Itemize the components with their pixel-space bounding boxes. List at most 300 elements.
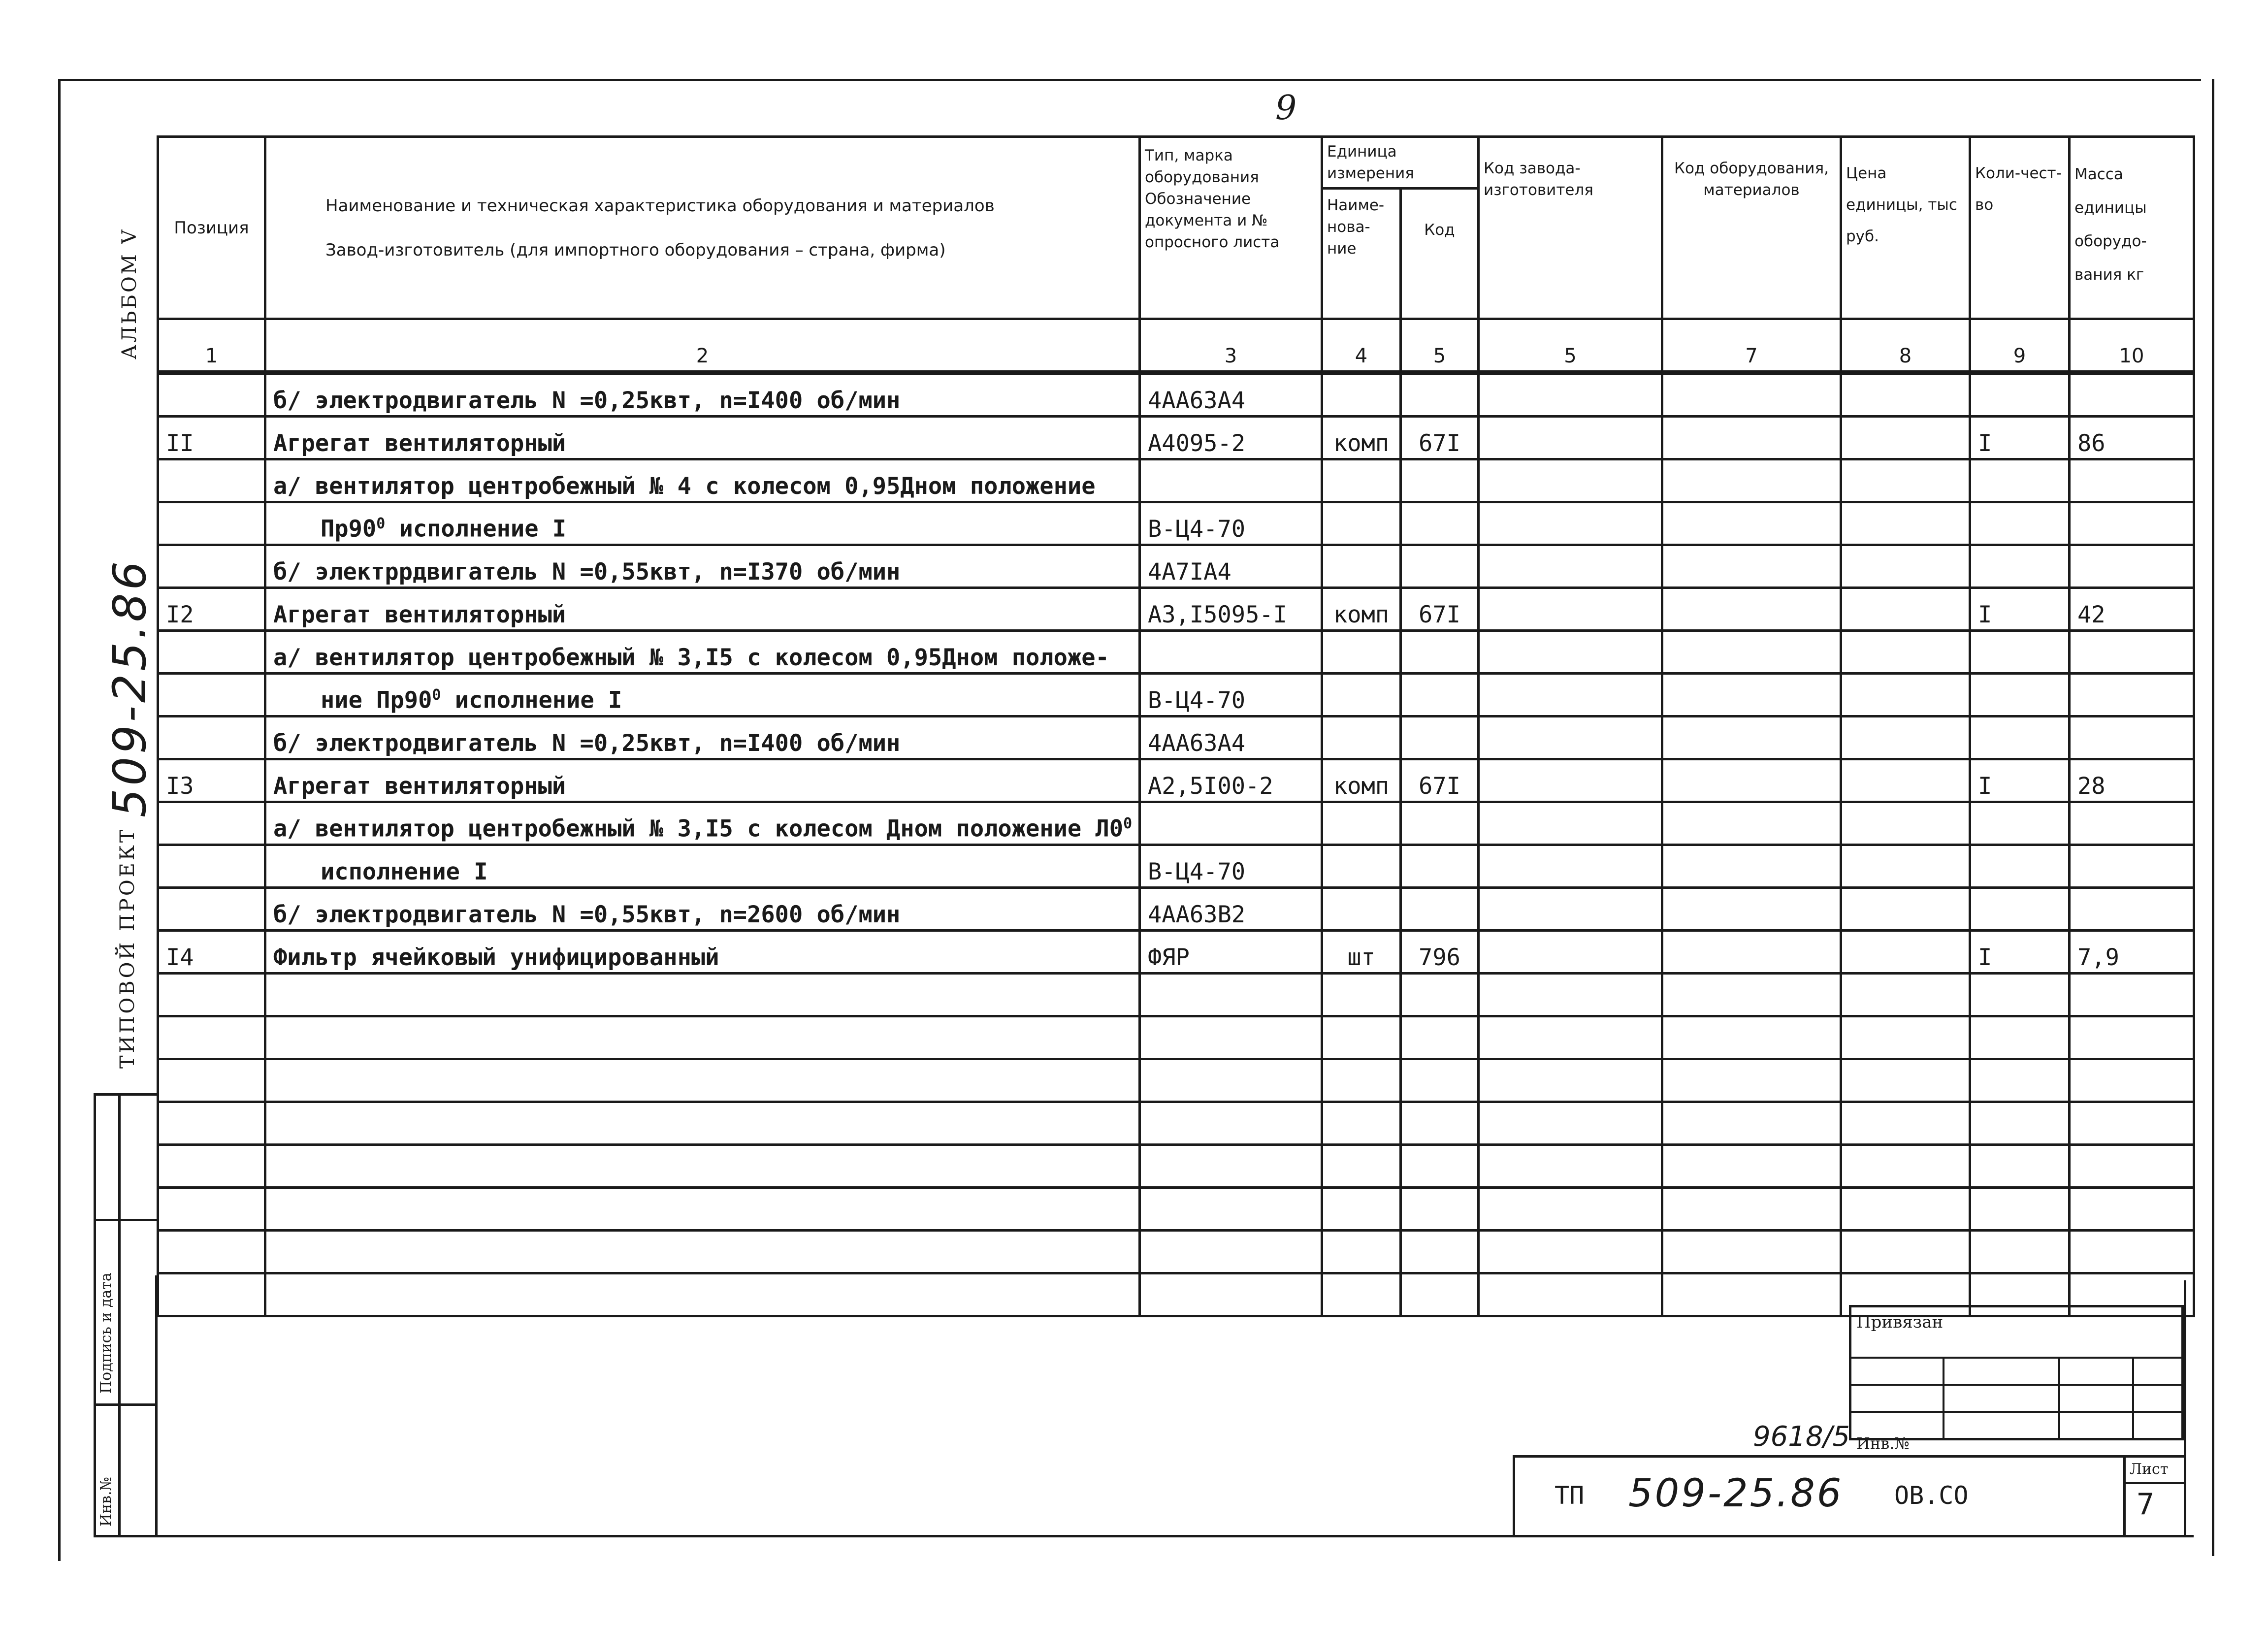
header-position: Позиция: [158, 137, 265, 319]
cell-unit: комп: [1322, 759, 1401, 802]
sheet-hdivider: [2123, 1482, 2186, 1484]
header-name-line2: Завод-изготовитель (для импортного оборудования – страна, фирма): [325, 240, 946, 260]
cell-empty: [1322, 1102, 1401, 1145]
cell-manufacturer-code: [1479, 545, 1662, 588]
table-row: [158, 845, 2194, 888]
cell-price: [1841, 888, 1970, 931]
cell-empty: [1662, 974, 1841, 1016]
cell-quantity: I: [1970, 588, 2070, 631]
cell-empty: [1970, 1188, 2070, 1231]
cell-position: [158, 802, 265, 845]
cell-empty: [158, 974, 265, 1016]
cell-name-tail: исполнение I: [441, 687, 622, 714]
cell-mass: [2070, 845, 2194, 888]
cell-empty: [1662, 1059, 1841, 1102]
cell-mass: [2070, 802, 2194, 845]
cell-equipment-code: [1662, 802, 1841, 845]
cell-empty: [1140, 1059, 1322, 1102]
cell-unit: шт: [1322, 931, 1401, 974]
cell-name-text: ние Пр90: [321, 687, 432, 714]
cell-name-text: б/ электррдвигатель N =0,55квт, n=I370 об/мин: [273, 558, 901, 586]
frame-right-line: [2212, 79, 2214, 1556]
cell-type: [1140, 459, 1322, 502]
cell-name-superscript: 0: [376, 515, 386, 533]
cell-empty: [265, 1145, 1140, 1188]
cell-type: [1140, 631, 1322, 674]
cell-manufacturer-code: [1479, 631, 1662, 674]
cell-mass: [2070, 888, 2194, 931]
cell-empty: [1322, 1231, 1401, 1273]
table-row: [158, 1016, 2194, 1059]
cell-type: В-Ц4-70: [1140, 674, 1322, 716]
cell-empty: [1401, 1273, 1479, 1316]
cell-empty: [1970, 1231, 2070, 1273]
cell-empty: [1479, 1231, 1662, 1273]
cell-name-text: исполнение I: [321, 858, 488, 885]
cell-unit: [1322, 373, 1401, 417]
album-label: АЛЬБОМ V: [118, 228, 141, 359]
sheet-label: Лист: [2130, 1461, 2169, 1478]
cell-price: [1841, 588, 1970, 631]
cell-unit-code: [1401, 459, 1479, 502]
cell-manufacturer-code: [1479, 802, 1662, 845]
cell-name-text: Агрегат вентиляторный: [273, 601, 566, 628]
cell-empty: [1662, 1231, 1841, 1273]
cell-empty: [1140, 1145, 1322, 1188]
cell-quantity: I: [1970, 759, 2070, 802]
header-name: [265, 137, 1140, 319]
column-number-row: [158, 319, 2194, 373]
cell-name: [265, 373, 1140, 417]
side-project-number: 509-25.86: [103, 558, 156, 817]
cell-quantity: [1970, 802, 2070, 845]
cell-position: I2: [158, 588, 265, 631]
cell-empty: [1401, 974, 1479, 1016]
cell-type: 4АА63А4: [1140, 716, 1322, 759]
cell-empty: [2070, 1188, 2194, 1231]
cell-unit: [1322, 845, 1401, 888]
cell-empty: [2070, 1059, 2194, 1102]
cell-manufacturer-code: [1479, 417, 1662, 459]
inventory-side-label: Инв.№: [97, 1477, 115, 1527]
cell-quantity: [1970, 716, 2070, 759]
cell-name-tail: исполнение I: [385, 516, 567, 543]
cell-empty: [1479, 1016, 1662, 1059]
frame-top-line: [59, 79, 2201, 81]
inventory-label: Инв.№: [1856, 1434, 1910, 1453]
cell-empty: [1401, 1016, 1479, 1059]
cell-name: [265, 802, 1140, 845]
cell-name-text: б/ электродвигатель N =0,25квт, n=I400 об/мин: [273, 387, 901, 414]
table-row: [158, 974, 2194, 1016]
cell-equipment-code: [1662, 545, 1841, 588]
cell-empty: [1479, 974, 1662, 1016]
header-unit-group: Единица измерения: [1322, 137, 1479, 189]
cell-name-superscript: 0: [1123, 815, 1133, 833]
cell-equipment-code: [1662, 631, 1841, 674]
cell-unit-code: [1401, 674, 1479, 716]
cell-equipment-code: [1662, 845, 1841, 888]
cell-position: [158, 716, 265, 759]
table-row: [158, 545, 2194, 588]
cell-price: [1841, 502, 1970, 545]
header-unit-code: Код: [1401, 189, 1479, 319]
cell-equipment-code: [1662, 373, 1841, 417]
cell-name-text: а/ вентилятор центробежный № 3,I5 с колесом 0,95Дном положе-: [273, 644, 1109, 671]
cell-unit-code: [1401, 631, 1479, 674]
cell-price: [1841, 631, 1970, 674]
column-number: 5: [1401, 319, 1479, 373]
cell-price: [1841, 845, 1970, 888]
inventory-number: 9618/5: [1753, 1421, 1850, 1453]
column-number: 5: [1479, 319, 1662, 373]
header-type: Тип, марка оборудования Обозначение документа и № опросного листа: [1140, 137, 1322, 319]
side-project-label: ТИПОВОЙ ПРОЕКТ: [116, 827, 139, 1069]
cell-empty: [1662, 1102, 1841, 1145]
cell-empty: [1479, 1059, 1662, 1102]
cell-equipment-code: [1662, 888, 1841, 931]
cell-price: [1841, 373, 1970, 417]
cell-name: [265, 716, 1140, 759]
table-row: [158, 1188, 2194, 1231]
cell-empty: [1662, 1188, 1841, 1231]
cell-quantity: [1970, 674, 2070, 716]
cell-mass: [2070, 674, 2194, 716]
title-project-number: 509-25.86: [1628, 1471, 1844, 1516]
cell-mass: 86: [2070, 417, 2194, 459]
cell-unit: [1322, 674, 1401, 716]
main-title-box: [1513, 1455, 2186, 1537]
cell-mass: [2070, 373, 2194, 417]
cell-manufacturer-code: [1479, 373, 1662, 417]
cell-price: [1841, 931, 1970, 974]
cell-quantity: I: [1970, 931, 2070, 974]
table-row: [158, 459, 2194, 502]
attached-label: Привязан: [1856, 1312, 1944, 1332]
cell-empty: [158, 1016, 265, 1059]
cell-position: II: [158, 417, 265, 459]
cell-empty: [1322, 1273, 1401, 1316]
cell-unit-code: [1401, 502, 1479, 545]
cell-unit-code: [1401, 888, 1479, 931]
cell-empty: [158, 1145, 265, 1188]
cell-price: [1841, 759, 1970, 802]
sheet-divider: [2123, 1458, 2126, 1537]
cell-price: [1841, 716, 1970, 759]
cell-empty: [1322, 1145, 1401, 1188]
cell-empty: [1140, 1231, 1322, 1273]
cell-name-text: Фильтр ячейковый унифицированный: [273, 944, 719, 971]
header-quantity: Коли-чест-во: [1970, 137, 2070, 319]
cell-empty: [1970, 1145, 2070, 1188]
cell-mass: [2070, 631, 2194, 674]
cell-quantity: [1970, 502, 2070, 545]
cell-name: [265, 931, 1140, 974]
cell-empty: [1479, 1102, 1662, 1145]
cell-empty: [2070, 1231, 2194, 1273]
cell-price: [1841, 545, 1970, 588]
cell-quantity: [1970, 845, 2070, 888]
cell-empty: [1401, 1059, 1479, 1102]
cell-equipment-code: [1662, 759, 1841, 802]
cell-name-text: Пр90: [321, 516, 377, 543]
cell-name: [265, 417, 1140, 459]
title-doc-code: ОВ.СО: [1894, 1481, 1969, 1510]
cell-name: [265, 888, 1140, 931]
cell-quantity: I: [1970, 417, 2070, 459]
table-row: [158, 716, 2194, 759]
cell-unit-code: 67I: [1401, 588, 1479, 631]
cell-empty: [1841, 1016, 1970, 1059]
cell-unit: комп: [1322, 417, 1401, 459]
cell-price: [1841, 459, 1970, 502]
cell-empty: [2070, 1016, 2194, 1059]
cell-unit-code: 796: [1401, 931, 1479, 974]
cell-position: [158, 545, 265, 588]
cell-empty: [1841, 1059, 1970, 1102]
cell-position: I4: [158, 931, 265, 974]
cell-name: [265, 631, 1140, 674]
cell-empty: [1401, 1231, 1479, 1273]
column-number: 8: [1841, 319, 1970, 373]
cell-empty: [1401, 1102, 1479, 1145]
stamp-strip-left: [94, 1093, 96, 1536]
signature-label: Подпись и дата: [97, 1272, 115, 1394]
column-number: 10: [2070, 319, 2194, 373]
table-row: [158, 1231, 2194, 1273]
cell-manufacturer-code: [1479, 759, 1662, 802]
cell-type: 4А7IА4: [1140, 545, 1322, 588]
table-row: [158, 802, 2194, 845]
cell-empty: [1841, 1145, 1970, 1188]
cell-empty: [1841, 1231, 1970, 1273]
cell-position: I3: [158, 759, 265, 802]
cell-mass: [2070, 545, 2194, 588]
cell-empty: [265, 1059, 1140, 1102]
cell-unit-code: [1401, 802, 1479, 845]
cell-empty: [1662, 1145, 1841, 1188]
cell-type: В-Ц4-70: [1140, 845, 1322, 888]
cell-position: [158, 373, 265, 417]
cell-mass: 42: [2070, 588, 2194, 631]
attached-col1: [1943, 1357, 1944, 1440]
cell-type: А3,I5095-I: [1140, 588, 1322, 631]
cell-empty: [1970, 1059, 2070, 1102]
stamp-strip-div2: [94, 1403, 157, 1406]
stamp-strip-bottom: [94, 1535, 157, 1537]
cell-empty: [158, 1188, 265, 1231]
sheet-number: 7: [2137, 1487, 2155, 1522]
cell-price: [1841, 417, 1970, 459]
cell-name: [265, 588, 1140, 631]
cell-type: [1140, 802, 1322, 845]
stamp-strip-div1: [94, 1219, 157, 1221]
cell-empty: [1322, 974, 1401, 1016]
cell-name: [265, 759, 1140, 802]
cell-price: [1841, 802, 1970, 845]
cell-name: [265, 674, 1140, 716]
cell-unit-code: 67I: [1401, 759, 1479, 802]
page-number: 9: [1275, 89, 1297, 128]
cell-equipment-code: [1662, 931, 1841, 974]
cell-empty: [2070, 974, 2194, 1016]
cell-name-text: Агрегат вентиляторный: [273, 430, 566, 457]
table-row: [158, 502, 2194, 545]
cell-empty: [1479, 1188, 1662, 1231]
cell-empty: [265, 1102, 1140, 1145]
cell-quantity: [1970, 545, 2070, 588]
cell-equipment-code: [1662, 588, 1841, 631]
table-row: [158, 931, 2194, 974]
cell-equipment-code: [1662, 674, 1841, 716]
cell-name-superscript: 0: [432, 686, 441, 704]
cell-position: [158, 845, 265, 888]
cell-type: В-Ц4-70: [1140, 502, 1322, 545]
table-row: [158, 588, 2194, 631]
column-number: 4: [1322, 319, 1401, 373]
cell-price: [1841, 674, 1970, 716]
cell-empty: [1401, 1145, 1479, 1188]
cell-manufacturer-code: [1479, 888, 1662, 931]
cell-empty: [158, 1273, 265, 1316]
cell-quantity: [1970, 459, 2070, 502]
header-manufacturer-code: Код завода-изготовителя: [1479, 137, 1662, 319]
attached-col2: [2058, 1357, 2060, 1440]
cell-manufacturer-code: [1479, 588, 1662, 631]
cell-empty: [1662, 1273, 1841, 1316]
frame-left-line: [58, 79, 61, 1561]
cell-equipment-code: [1662, 459, 1841, 502]
cell-name: [265, 845, 1140, 888]
cell-empty: [1970, 1016, 2070, 1059]
cell-empty: [2070, 1102, 2194, 1145]
cell-empty: [1401, 1188, 1479, 1231]
cell-type: А4095-2: [1140, 417, 1322, 459]
table-row: [158, 417, 2194, 459]
cell-quantity: [1970, 631, 2070, 674]
cell-empty: [2070, 1145, 2194, 1188]
header-price: Цена единицы, тыс руб.: [1841, 137, 1970, 319]
cell-name: [265, 459, 1140, 502]
cell-quantity: [1970, 373, 2070, 417]
cell-type: ФЯР: [1140, 931, 1322, 974]
cell-unit-code: [1401, 845, 1479, 888]
cell-unit-code: [1401, 373, 1479, 417]
stamp-strip-top: [94, 1093, 157, 1096]
cell-name-text: б/ электродвигатель N =0,55квт, n=2600 об/мин: [273, 901, 901, 928]
cell-empty: [158, 1059, 265, 1102]
column-number: 1: [158, 319, 265, 373]
cell-quantity: [1970, 888, 2070, 931]
cell-type: 4АА63В2: [1140, 888, 1322, 931]
lower-left-border: [155, 1275, 158, 1537]
cell-unit: [1322, 459, 1401, 502]
attached-col3: [2132, 1357, 2134, 1440]
cell-manufacturer-code: [1479, 716, 1662, 759]
cell-empty: [158, 1231, 265, 1273]
cell-equipment-code: [1662, 716, 1841, 759]
cell-empty: [1479, 1273, 1662, 1316]
cell-position: [158, 888, 265, 931]
cell-type: 4АА63А4: [1140, 373, 1322, 417]
cell-empty: [265, 1231, 1140, 1273]
cell-empty: [265, 1016, 1140, 1059]
cell-equipment-code: [1662, 417, 1841, 459]
cell-unit: [1322, 888, 1401, 931]
cell-manufacturer-code: [1479, 502, 1662, 545]
cell-name: [265, 545, 1140, 588]
column-number: 7: [1662, 319, 1841, 373]
column-number: 3: [1140, 319, 1322, 373]
cell-empty: [1662, 1016, 1841, 1059]
cell-position: [158, 459, 265, 502]
title-prefix: ТП: [1555, 1481, 1585, 1510]
cell-unit: [1322, 631, 1401, 674]
table-row: [158, 373, 2194, 417]
table-row: [158, 1059, 2194, 1102]
cell-empty: [265, 974, 1140, 1016]
cell-empty: [1140, 1188, 1322, 1231]
cell-empty: [158, 1102, 265, 1145]
table-row: [158, 674, 2194, 716]
cell-position: [158, 631, 265, 674]
cell-unit: [1322, 802, 1401, 845]
cell-empty: [1970, 974, 2070, 1016]
cell-name-text: а/ вентилятор центробежный № 3,I5 с колесом Дном положение Л0: [273, 815, 1124, 843]
cell-unit-code: 67I: [1401, 417, 1479, 459]
cell-empty: [1140, 1102, 1322, 1145]
cell-position: [158, 502, 265, 545]
header-name-line1: Наименование и техническая характеристика оборудования и материалов: [325, 195, 995, 216]
table-row: [158, 888, 2194, 931]
cell-unit: комп: [1322, 588, 1401, 631]
cell-empty: [1479, 1145, 1662, 1188]
header-unit-name: Наиме-нова-ние: [1322, 189, 1401, 319]
cell-position: [158, 674, 265, 716]
cell-mass: 28: [2070, 759, 2194, 802]
cell-name: [265, 502, 1140, 545]
cell-empty: [265, 1188, 1140, 1231]
cell-unit-code: [1401, 545, 1479, 588]
cell-empty: [1140, 1273, 1322, 1316]
cell-manufacturer-code: [1479, 845, 1662, 888]
cell-manufacturer-code: [1479, 931, 1662, 974]
cell-unit: [1322, 502, 1401, 545]
table-row: [158, 1102, 2194, 1145]
cell-manufacturer-code: [1479, 674, 1662, 716]
table-row: [158, 1145, 2194, 1188]
header-mass: Масса единицы оборудо-вания кг: [2070, 137, 2194, 319]
cell-unit: [1322, 716, 1401, 759]
cell-mass: [2070, 459, 2194, 502]
cell-unit: [1322, 545, 1401, 588]
cell-empty: [1140, 1016, 1322, 1059]
cell-empty: [1322, 1059, 1401, 1102]
cell-empty: [1841, 1102, 1970, 1145]
cell-mass: 7,9: [2070, 931, 2194, 974]
cell-name-text: а/ вентилятор центробежный № 4 с колесом 0,95Дном положение: [273, 473, 1096, 500]
column-number: 9: [1970, 319, 2070, 373]
cell-empty: [1841, 974, 1970, 1016]
cell-equipment-code: [1662, 502, 1841, 545]
table-row: [158, 759, 2194, 802]
cell-empty: [1322, 1188, 1401, 1231]
column-number: 2: [265, 319, 1140, 373]
cell-manufacturer-code: [1479, 459, 1662, 502]
cell-empty: [265, 1273, 1140, 1316]
cell-unit-code: [1401, 716, 1479, 759]
cell-empty: [1970, 1102, 2070, 1145]
